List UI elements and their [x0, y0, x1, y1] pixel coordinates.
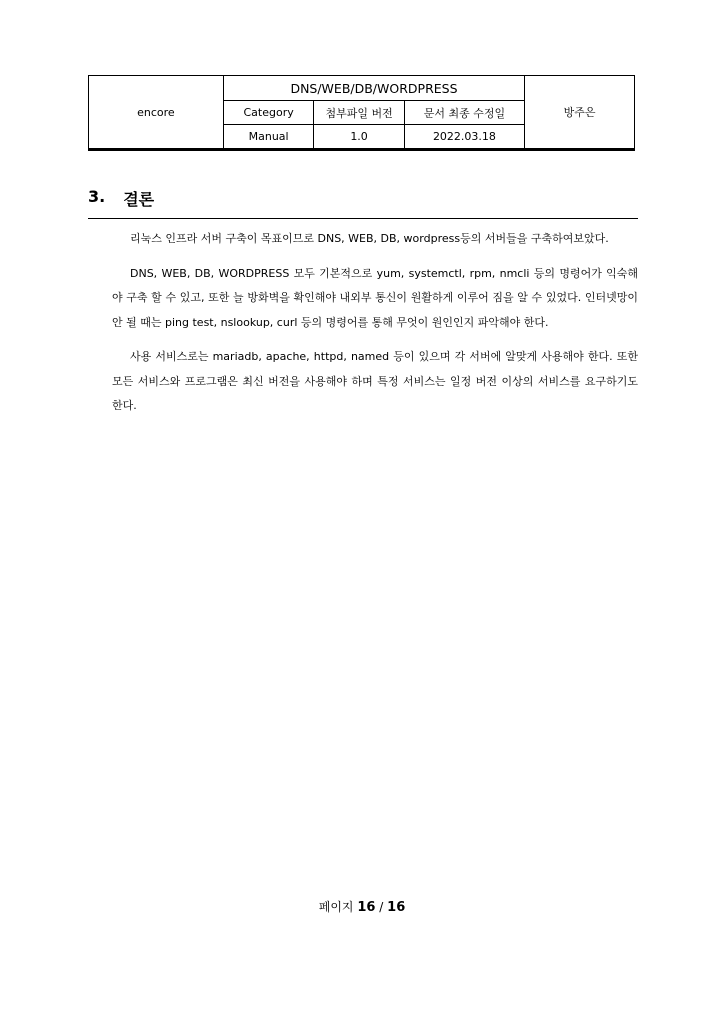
- company-name: encore: [89, 76, 224, 150]
- paragraph: DNS, WEB, DB, WORDPRESS 모두 기본적으로 yum, systemctl, rpm, nmcli 등의 명령어가 익숙해야 구축 할 수 있고, 또한 늘 방화벽을 확인해야 내외부 통신이 원활하게 이루어 짐을 알 수 있었다. 인터넷망이 안 될 때는 ping test, nslookup, curl 등의 명령어를 통해 무엇이 원인인지 파악해야 한다.: [112, 266, 638, 329]
- category-label: Category: [223, 101, 314, 125]
- last-modified-value: 2022.03.18: [404, 125, 524, 150]
- attachment-version-value: 1.0: [314, 125, 404, 150]
- page-footer: [0, 898, 724, 915]
- page-separator: /: [379, 900, 384, 914]
- last-modified-label: 문서 최종 수정일: [404, 101, 524, 125]
- section-body: [112, 227, 638, 429]
- category-value: Manual: [223, 125, 314, 150]
- document-title: DNS/WEB/DB/WORDPRESS: [223, 76, 524, 101]
- total-page-number: 16: [387, 900, 406, 915]
- document-header-table: [88, 75, 635, 151]
- page-label: 페이지: [318, 900, 354, 914]
- current-page-number: 16: [357, 900, 376, 915]
- section-title: 결론: [123, 190, 155, 209]
- author-name: 방주은: [525, 76, 635, 150]
- attachment-version-label: 첨부파일 버전: [314, 101, 404, 125]
- paragraph: 사용 서비스로는 mariadb, apache, httpd, named 등이 있으며 각 서버에 알맞게 사용해야 한다. 또한 모든 서비스와 프로그램은 최신 버전을 사용해야 하며 특정 서비스는 일정 버전 이상의 서비스를 요구하기도 한다.: [112, 350, 638, 412]
- section-number: 3.: [88, 187, 106, 206]
- section-heading: [88, 187, 638, 219]
- paragraph: 리눅스 인프라 서버 구축이 목표이므로 DNS, WEB, DB, wordpress등의 서버들을 구축하여보았다.: [130, 232, 609, 245]
